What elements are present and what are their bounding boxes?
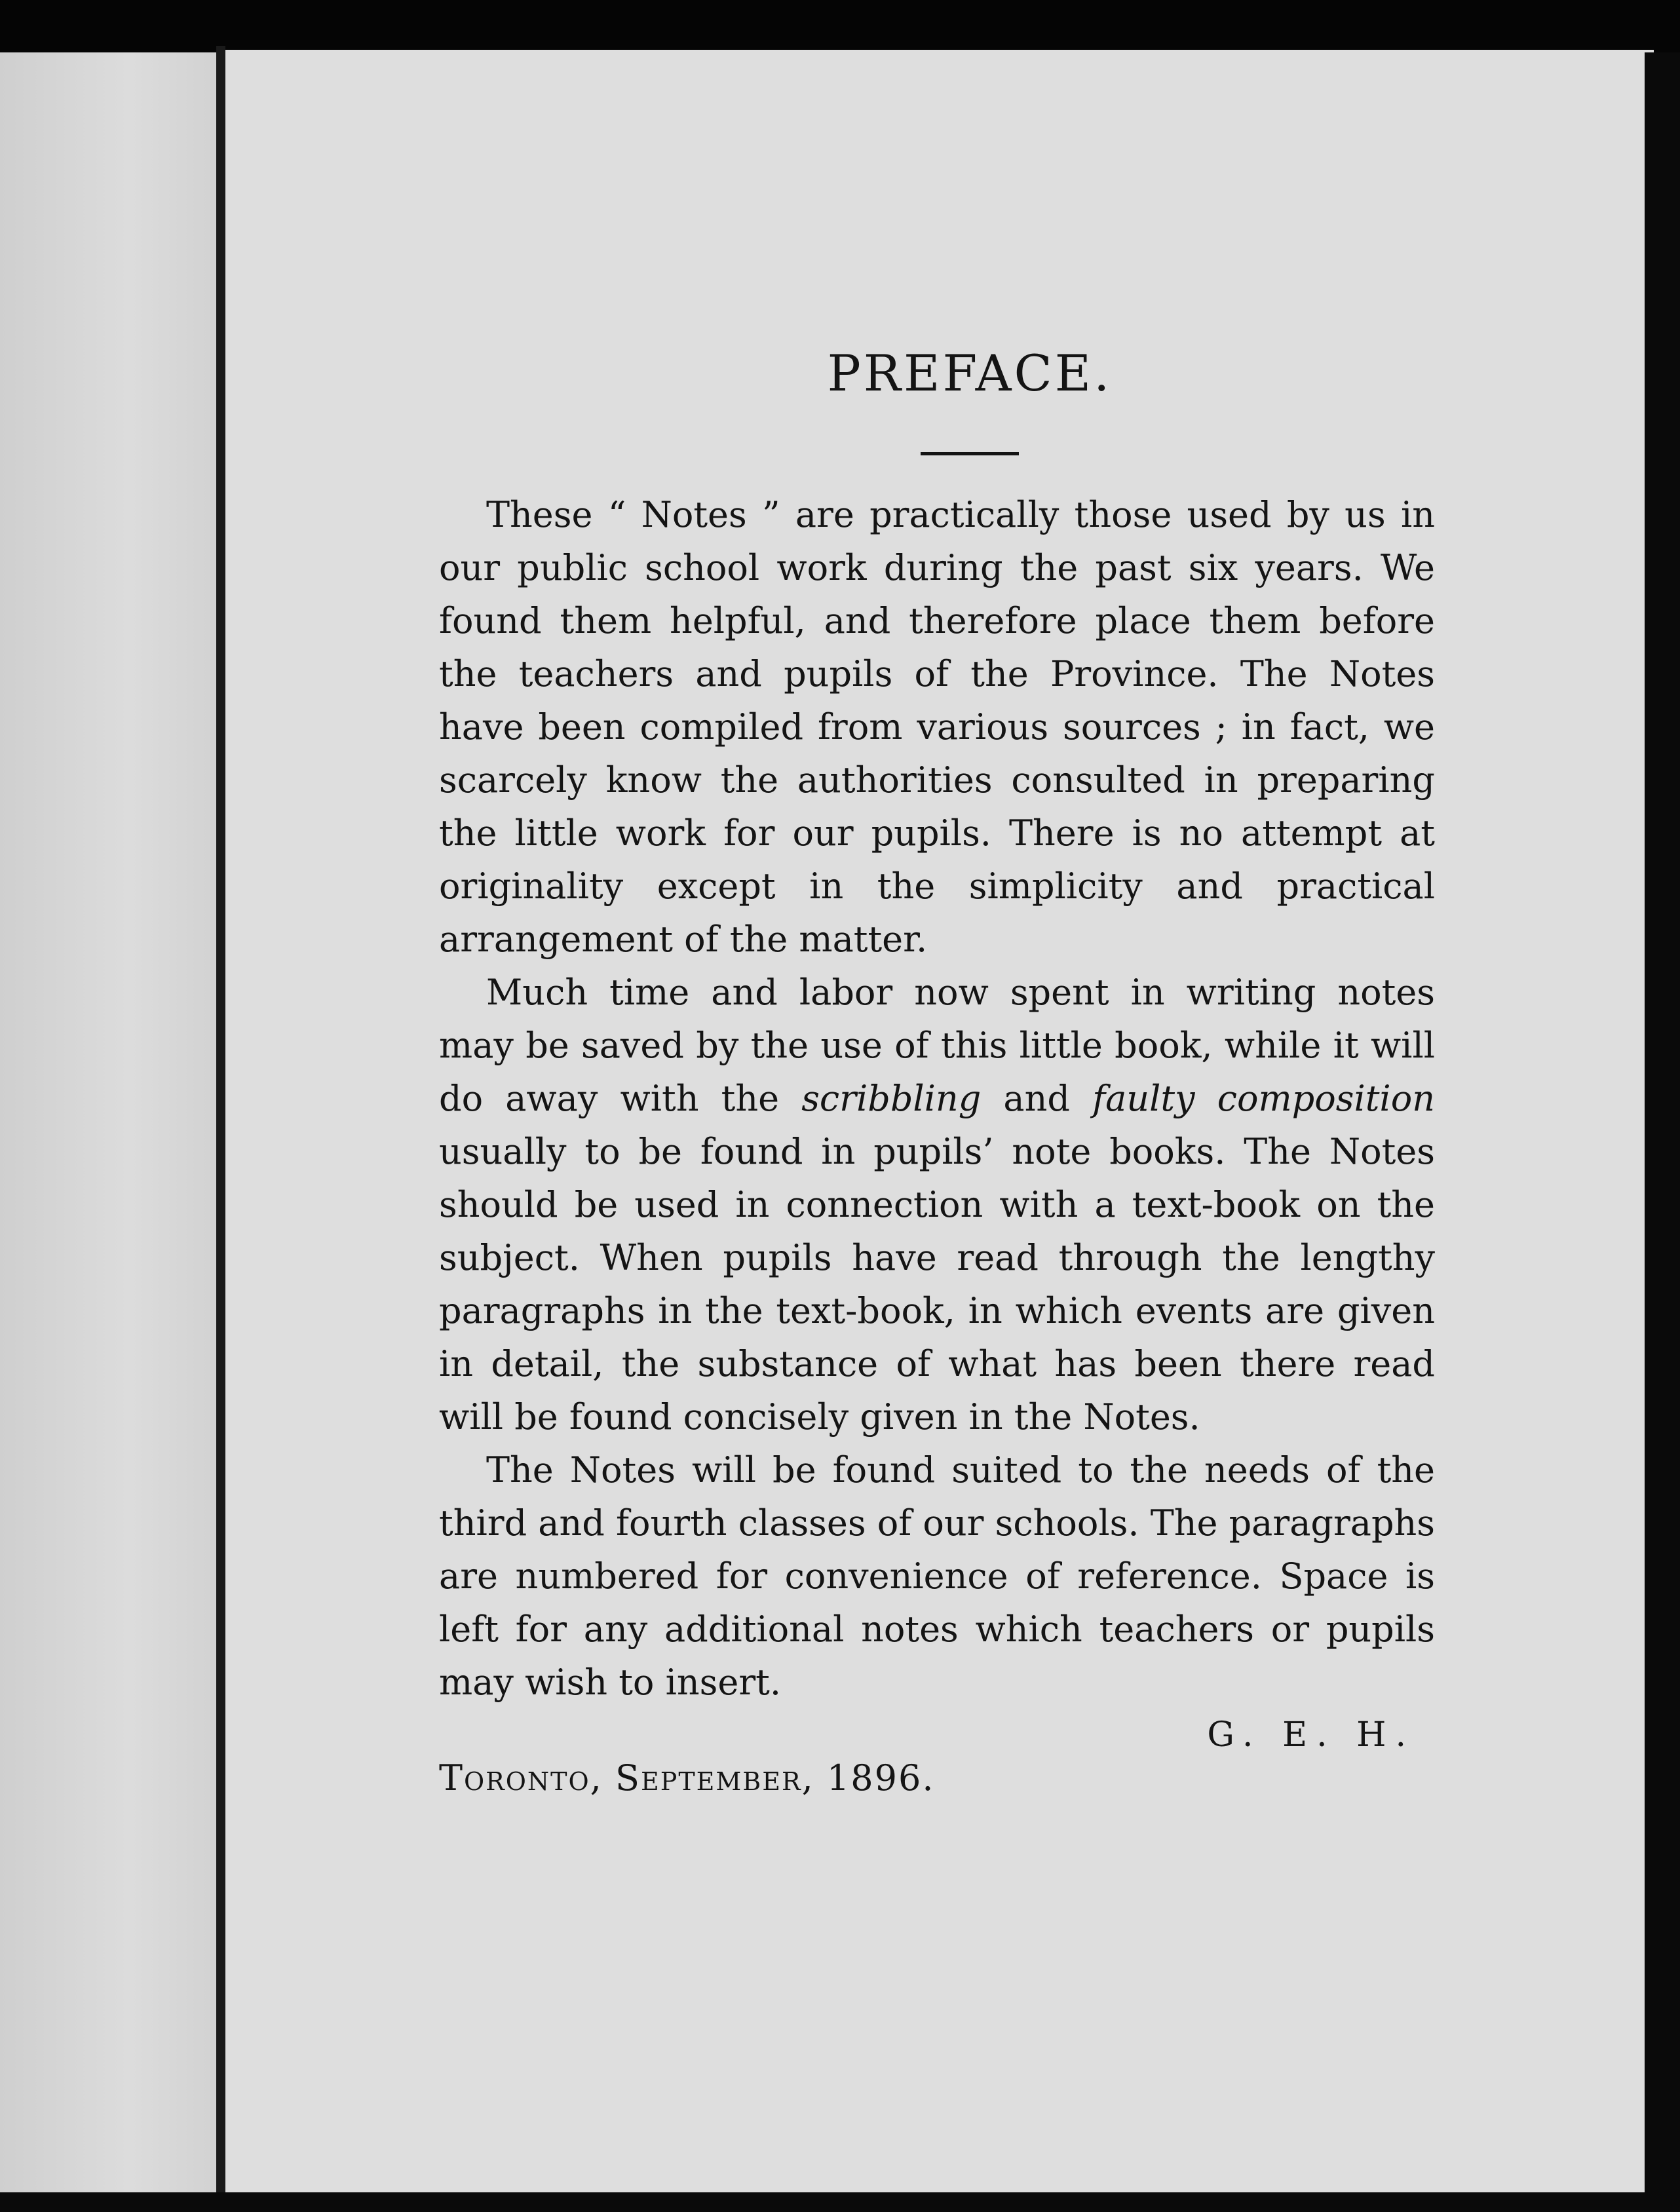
scan-bottom-border xyxy=(0,2192,1680,2212)
title-rule xyxy=(921,452,1019,455)
left-page-edge xyxy=(0,52,216,2212)
paragraph-1: These “ Notes ” are practically those used by us in our public school work during the past six years. We found them helpful, and therefore place them before the teachers and pupils of the Province. The Notes have been compiled from various sources ; in fact, we scarcely know the authorities consulted in preparing the little work for our pupils. There is no attempt at originality except in the simplicity and practical arrangement of the matter. xyxy=(439,494,1435,960)
book-gutter xyxy=(216,46,225,2212)
paragraph-2 xyxy=(439,966,1435,1443)
preface-content xyxy=(439,341,1435,1799)
paragraph-2-part-1: Much time and labor now spent in writing notes may be saved by the use of this little book, while it will do away with the xyxy=(439,972,1435,1119)
dateline: Toronto, September, 1896. xyxy=(439,1757,935,1799)
page-right-border xyxy=(1645,52,1680,2212)
emphasis-scribbling: scribbling xyxy=(801,1078,982,1119)
paragraph-2-part-2: and xyxy=(981,1078,1093,1119)
paragraph-3: The Notes will be found suited to the needs of the third and fourth classes of our schools. The paragraphs are numbered for convenience of reference. Space is left for any additional notes which teachers or pupils may wish to insert. xyxy=(439,1449,1436,1703)
emphasis-faulty-composition: faulty composition xyxy=(1092,1078,1435,1119)
paragraph-2-part-3: usually to be found in pupils’ note books. The Notes should be used in connection with a text-book on the subject. When pupils have read through the lengthy paragraphs in the text-book, in which events are given in detail, the substance of what has been there read will be found concisely given in the Notes. xyxy=(439,1131,1435,1438)
signature-initials: G. E. H. xyxy=(1207,1715,1415,1755)
page-title: PREFACE. xyxy=(827,344,1113,402)
